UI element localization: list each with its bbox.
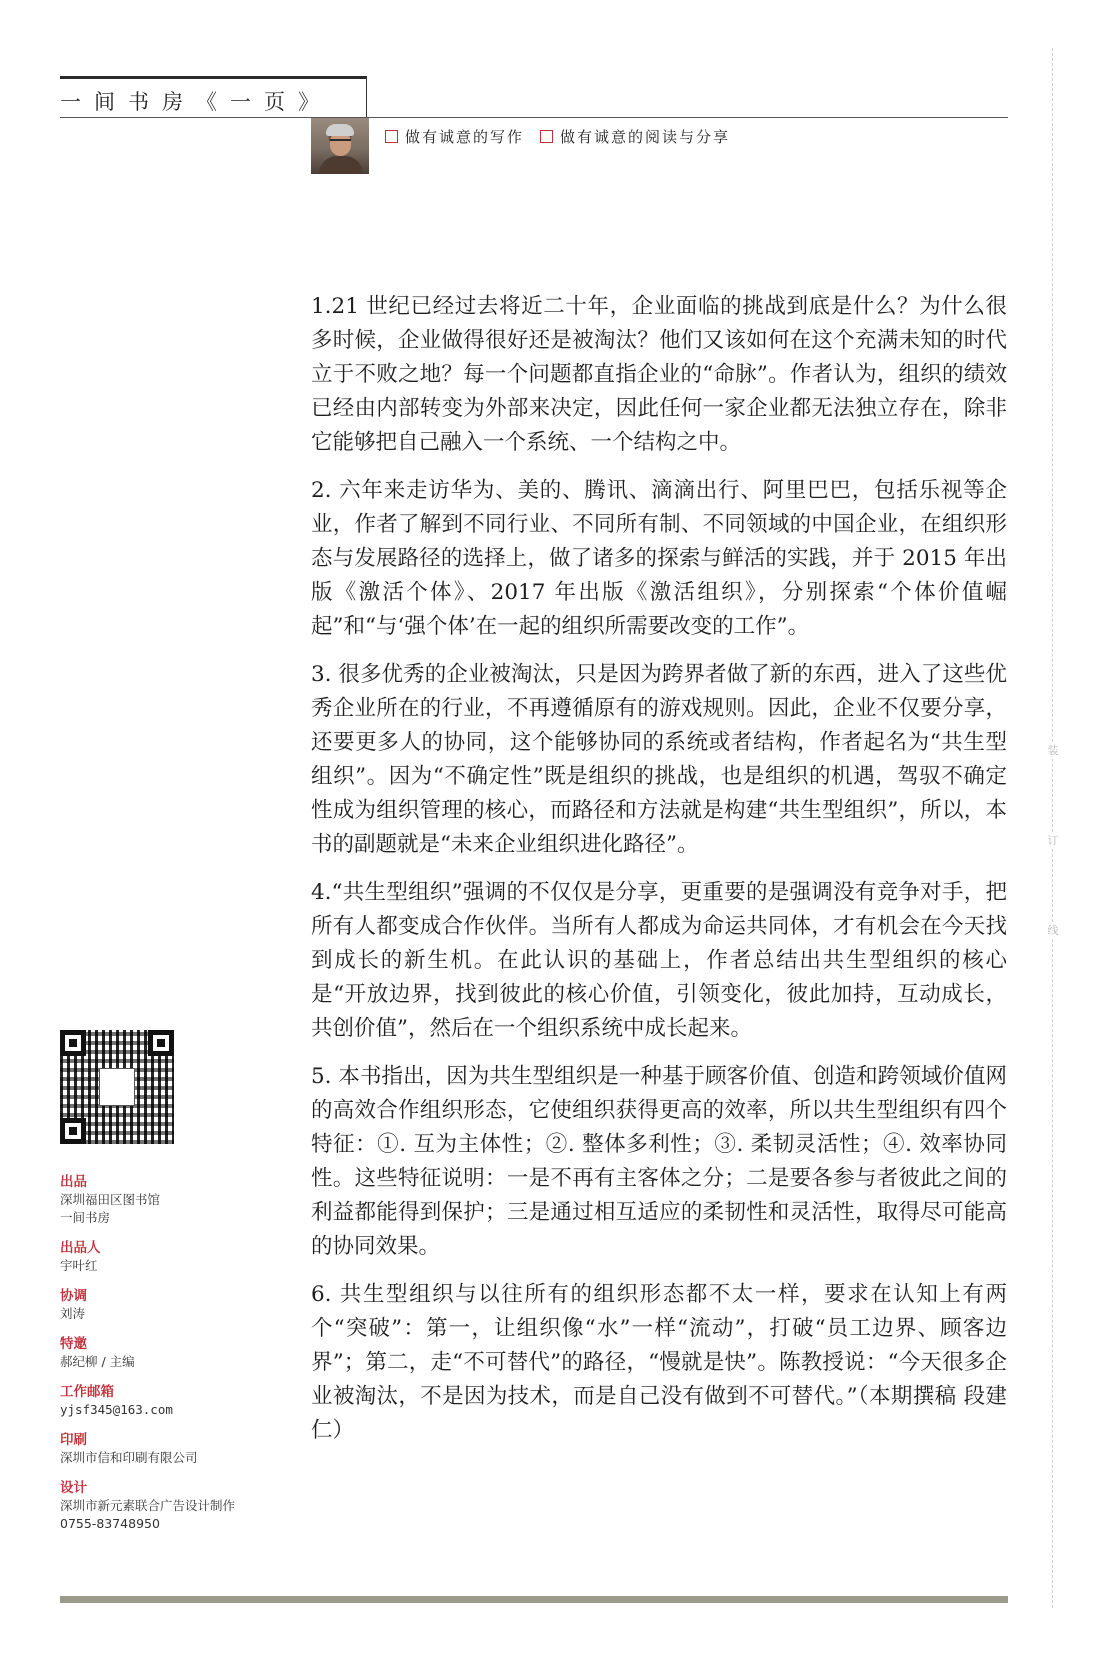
credits-panel	[60, 1173, 300, 1545]
qr-finder-icon	[148, 1030, 174, 1056]
credit-item	[60, 1173, 300, 1227]
motto-text: 做有诚意的阅读与分享	[560, 128, 731, 146]
article-paragraph: 1.21 世纪已经过去将近二十年，企业面临的挑战到底是什么？为什么很多时候，企业做得很好还是被淘汰？他们又该如何在这个充满未知的时代立于不败之地？每一个问题都直指企业的“命脉”。作者认为，组织的绩效已经由内部转变为外部来决定，因此任何一家企业都无法独立存在，除非它能够把自己融入一个系统、一个结构之中。	[311, 294, 1007, 455]
masthead-bottom-rule	[60, 117, 1008, 118]
binding-char: 装	[1045, 742, 1061, 758]
credit-label: 出品人	[60, 1240, 101, 1256]
qr-logo-icon	[99, 1068, 135, 1106]
credit-item	[60, 1431, 300, 1467]
credit-value: 郝纪柳 / 主编	[60, 1354, 135, 1369]
binding-char: 线	[1045, 922, 1061, 938]
qr-finder-icon	[60, 1030, 86, 1056]
credit-label: 协调	[60, 1288, 87, 1304]
credit-label: 特邀	[60, 1336, 87, 1352]
masthead-top-rule	[60, 76, 367, 79]
credit-label: 印刷	[60, 1432, 87, 1448]
motto-item	[385, 126, 524, 147]
article-paragraph: 2. 六年来走访华为、美的、腾讯、滴滴出行、阿里巴巴，包括乐视等企业，作者了解到不同行业、不同所有制、不同领域的中国企业，在组织形态与发展路径的选择上，做了诸多的探索与鲜活的实践，并于 2015 年出版《激活个体》、2017 年出版《激活组织》，分别探索“个体价值崛起”和“与‘强个体’在一起的组织所需要改变的工作”。	[311, 478, 1007, 639]
masthead-divider	[366, 76, 367, 118]
footer-bar	[60, 1596, 1008, 1603]
credit-value: 刘涛	[60, 1306, 86, 1321]
credit-label: 工作邮箱	[60, 1384, 114, 1400]
author-avatar	[311, 118, 369, 174]
checkbox-square-icon	[540, 130, 553, 143]
qr-code	[60, 1030, 174, 1144]
credit-value: 深圳福田区图书馆 一间书房	[60, 1192, 161, 1225]
binding-char: 订	[1045, 832, 1061, 848]
credit-item	[60, 1335, 300, 1371]
credit-email[interactable]: yjsf345@163.com	[60, 1402, 173, 1417]
motto-item	[540, 126, 730, 147]
credit-item	[60, 1287, 300, 1323]
credit-value: 宇叶红	[60, 1258, 98, 1273]
article-paragraph: 4.“共生型组织”强调的不仅仅是分享，更重要的是强调没有竞争对手，把所有人都变成合作伙伴。当所有人都成为命运共同体，才有机会在今天找到成长的新生机。在此认识的基础上，作者总结出共生型组织的核心是“开放边界，找到彼此的核心价值，引领变化，彼此加持，互动成长，共创价值”，然后在一个组织系统中成长起来。	[311, 880, 1007, 1041]
credit-value: 深圳市信和印刷有限公司	[60, 1450, 198, 1465]
credit-item	[60, 1239, 300, 1275]
article-body	[311, 290, 1007, 1462]
article-paragraph: 6. 共生型组织与以往所有的组织形态都不太一样，要求在认知上有两个“突破”：第一，让组织像“水”一样“流动”，打破“员工边界、顾客边界”；第二，走“不可替代”的路径，“慢就是快”。陈教授说：“今天很多企业被淘汰，不是因为技术，而是自己没有做到不可替代。”（本期撰稿 段建仁）	[311, 1282, 1007, 1443]
credit-value: 深圳市新元素联合广告设计制作 0755-83748950	[60, 1498, 236, 1531]
masthead-title: 一间书房《一页》	[60, 90, 332, 114]
motto-text: 做有诚意的写作	[405, 128, 525, 146]
article-paragraph: 3. 很多优秀的企业被淘汰，只是因为跨界者做了新的东西，进入了这些优秀企业所在的行业，不再遵循原有的游戏规则。因此，企业不仅要分享，还要更多人的协同，这个能够协同的系统或者结构，作者起名为“共生型组织”。因为“不确定性”既是组织的挑战，也是组织的机遇，驾驭不确定性成为组织管理的核心，而路径和方法就是构建“共生型组织”，所以，本书的副题就是“未来企业组织进化路径”。	[311, 662, 1007, 857]
credit-label: 出品	[60, 1174, 87, 1190]
binding-dashed-line	[1052, 48, 1053, 1608]
article-paragraph: 5. 本书指出，因为共生型组织是一种基于顾客价值、创造和跨领域价值网的高效合作组织形态，它使组织获得更高的效率，所以共生型组织有四个特征：①. 互为主体性；②. 整体多利性；③. 柔韧灵活性；④. 效率协同性。这些特征说明：一是不再有主客体之分；二是要各参与者彼此之间的利益都能得到保护；三是通过相互适应的柔韧性和灵活性，取得尽可能高的协同效果。	[311, 1064, 1007, 1259]
motto-bar	[385, 126, 746, 147]
qr-finder-icon	[60, 1118, 86, 1144]
credit-item	[60, 1479, 300, 1533]
credit-label: 设计	[60, 1480, 87, 1496]
checkbox-square-icon	[385, 130, 398, 143]
credit-item	[60, 1383, 300, 1419]
